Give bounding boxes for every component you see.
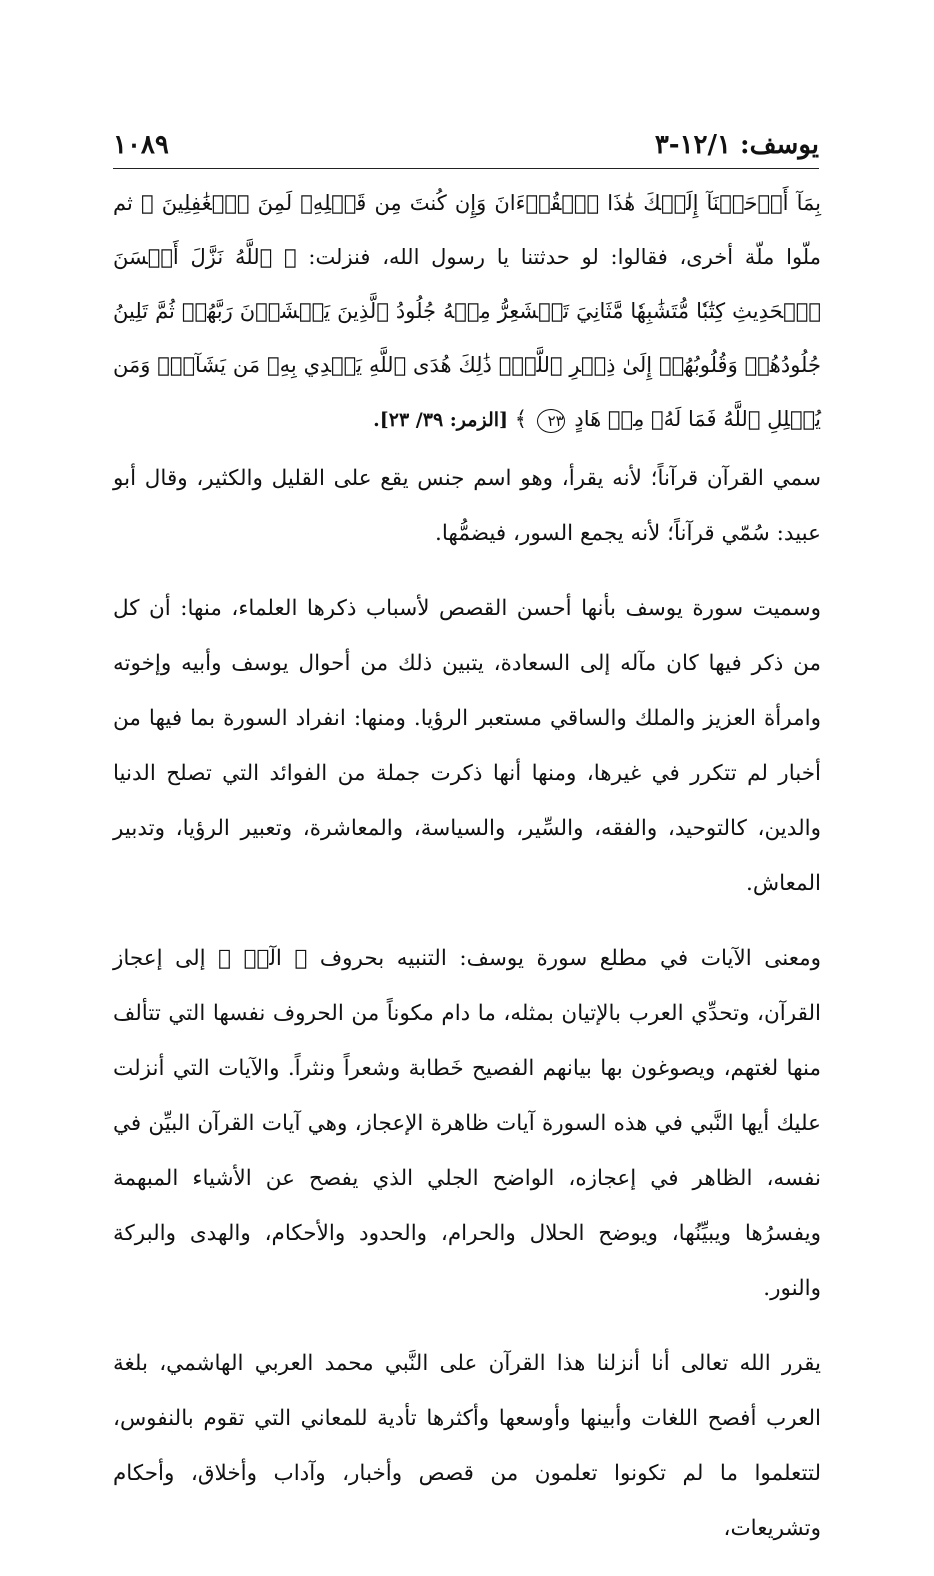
paragraph-arabic-language: يقرر الله تعالى أنا أنزلنا هذا القرآن على النَّبي محمد العربي الهاشمي، بلغة العرب أفصح اللغات وأبينها وأوسعها وأكثرها تأدية للمعاني التي تقوم بالنفوس، لتتعلموا ما لم تكونوا تعلمون من قصص وأخبار، وآداب وأخلاق، وأحكام وتشريعات، (113, 1351, 822, 1541)
running-title: يوسف: ١٢/١-٣ (654, 130, 819, 160)
verse-reference: [الزمر: ٣٩/ ٢٣]. (373, 409, 509, 431)
close-bracket: ﴾ (218, 946, 232, 971)
paragraph-verses-meaning (113, 931, 821, 1316)
open-bracket: ﴿ (294, 946, 308, 971)
paragraph-naming: سمي القرآن قرآناً؛ لأنه يقرأ، وهو اسم جنس يقع على القليل والكثير، وقال أبو عبيد: سُمّي قرآناً؛ لأنه يجمع السور، فيضمُّها. (113, 466, 821, 546)
close-bracket: ﴾ (514, 407, 528, 431)
quran-verse: الٓرۚ (243, 946, 282, 971)
quran-verse: بِمَآ أَوۡحَيۡنَآ إِلَيۡكَ هَٰذَا ٱلۡقُرۡءَانَ وَإِن كُنتَ مِن قَبۡلِهِۦ لَمِنَ ٱلۡغَٰفِلِينَ (161, 191, 821, 215)
paragraph-surah-reasons: وسميت سورة يوسف بأنها أحسن القصص لأسباب ذكرها العلماء، منها: أن كل من ذكر فيها كان مآله إلى السعادة، يتبين ذلك من أحوال يوسف وأبيه وإخوته وامرأة العزيز والملك والساقي مستعبر الرؤيا. ومنها: انفراد السورة بما فيها من أخبار لم تتكرر في غيرها، ومنها أنها ذكرت جملة من الفوائد التي تصلح الدنيا والدين، كالتوحيد، والفقه، والسِّير، والسياسة، والمعاشرة، وتعبير الرؤيا، وتدبير المعاش. (113, 596, 821, 896)
commentary-text: ومعنى الآيات في مطلع سورة يوسف: التنبيه بحروف (307, 946, 821, 971)
page-body (113, 176, 821, 1576)
close-bracket: ﴾ (140, 191, 154, 215)
commentary-text: إلى إعجاز القرآن، وتحدِّي العرب بالإتيان بمثله، ما دام مكوناً من الحروف نفسها التي تتألف منها لغتهم، ويصوغون بها بيانهم الفصيح خَطابة وشعراً ونثراً. والآيات التي أنزلت عليك أيها النَّبي في هذه السورة آيات ظاهرة الإعجاز، وهي آيات القرآن البيِّن في نفسه، الظاهر في إعجازه، الواضح الجلي الذي يفصح عن الأشياء المبهمة ويفسرُها ويبيِّنُها، ويوضح الحلال والحرام، والحدود والأحكام، والهدى والبركة والنور. (113, 946, 821, 1301)
commentary-text: ثم ملّوا ملّة أخرى، فقالوا: لو حدثتنا يا رسول الله، فنزلت: (113, 191, 821, 269)
page-header (113, 128, 819, 169)
paragraph-quran-excerpt (113, 176, 821, 447)
open-bracket: ﴿ (283, 245, 297, 269)
ayah-number-icon: ٢٣ (537, 409, 565, 433)
page-number: ١٠٨٩ (113, 130, 169, 160)
quran-verse: ٱللَّهُ نَزَّلَ أَحۡسَنَ ٱلۡحَدِيثِ كِتَٰبٗا مُّتَشَٰبِهٗا مَّثَانِيَ تَقۡشَعِرُّ مِنۡهُ جُلُودُ ٱلَّذِينَ يَخۡشَوۡنَ رَبَّهُمۡ ثُمَّ تَلِينُ جُلُودُهُمۡ وَقُلُوبُهُمۡ إِلَىٰ ذِكۡرِ ٱللَّهِۚ ذَٰلِكَ هُدَى ٱللَّهِ يَهۡدِي بِهِۦ مَن يَشَآءُۚ وَمَن يُضۡلِلِ ٱللَّهُ فَمَا لَهُۥ مِنۡ هَادٍ (113, 245, 821, 431)
